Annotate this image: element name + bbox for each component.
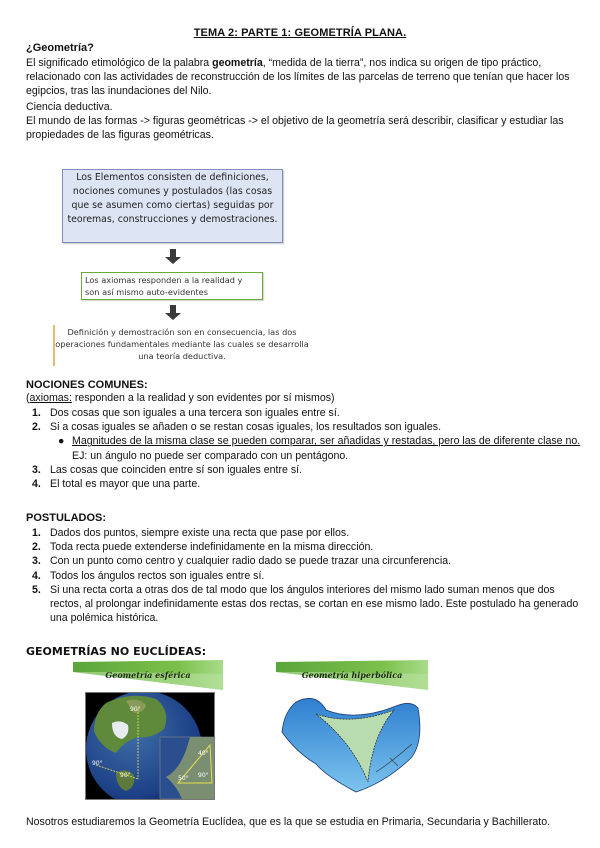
svg-text:40°: 40° (198, 750, 209, 757)
section-heading-postulados: POSTULADOS: (26, 512, 107, 524)
list-number: 1. (32, 407, 41, 419)
list-item (26, 406, 586, 420)
list-number: 4. (32, 569, 41, 582)
diagram-box-axioms: Los axiomas responden a la realidad y son así mismo auto-evidentes (81, 272, 263, 300)
postulados-list (26, 526, 586, 625)
closing-paragraph: Nosotros estudiaremos la Geometría Euclídea, que es la que se estudia en Primaria, Secundaria y Bachillerato. (26, 816, 551, 828)
list-item (26, 569, 586, 583)
underlined-term: axiomas: (29, 392, 72, 404)
svg-text:50°: 50° (178, 775, 189, 782)
text-run: , “medida de la tierra”, nos indica su origen de tipo práctico, relacionado con las actividades de reconstrucción de los límites de las parcelas de terreno que tenían que hacer los egipcios, tras las inundaciones del Nilo. (26, 57, 570, 98)
spherical-caption: Geometría esférica (105, 670, 191, 680)
diagram-box-definition: Definición y demostración son en consecuencia, las dos operaciones fundamentales mediante las cuales se desarrolla una teoría deductiva. (53, 325, 309, 366)
list-text: El total es mayor que una parte. (50, 478, 201, 491)
hyperbolic-caption: Geometría hiperbólica (301, 670, 403, 680)
list-text: Dos cosas que son iguales a una tercera son iguales entre sí. (50, 407, 340, 419)
list-number: 4. (32, 478, 41, 491)
list-number: 5. (32, 583, 41, 596)
section-heading-no-euclideas: GEOMETRÍAS NO EUCLÍDEAS: (26, 645, 207, 658)
diagram-box-elements: Los Elementos consisten de definiciones, nociones comunes y postulados (las cosas que se asumen como ciertas) seguidas por teoremas, construcciones y demostraciones. (62, 169, 283, 243)
text-run: El significado etimológico de la palabra (26, 57, 213, 69)
hyperbolic-geometry-image (276, 660, 428, 802)
list-item (26, 583, 586, 626)
list-text: Todos los ángulos rectos son iguales entre sí. (50, 569, 265, 582)
list-text: Las cosas que coinciden entre sí son iguales entre sí. (50, 463, 303, 476)
intro-paragraph-etymology (26, 56, 586, 99)
list-text: Con un punto como centro y cualquier radio dado se puede trazar una circunferencia. (50, 555, 452, 568)
list-item (26, 477, 586, 491)
intro-paragraph-forms: El mundo de las formas -> figuras geométricas -> el objetivo de la geometría será describir, clasificar y estudiar las propiedades de las figuras geométricas. (26, 115, 564, 142)
text-run: ( (26, 392, 30, 404)
page-title: TEMA 2: PARTE 1: GEOMETRÍA PLANA. (193, 27, 407, 39)
list-number: 2. (32, 541, 41, 554)
bold-term: geometría (212, 57, 263, 69)
list-number: 3. (32, 463, 41, 476)
list-item (26, 463, 586, 477)
bullet-icon: ● (58, 435, 65, 448)
list-text: EJ: un ángulo no puede ser comparado con un pentágono. (72, 449, 349, 462)
spherical-geometry-image (73, 660, 223, 802)
list-text: Si a cosas iguales se añaden o se restan cosas iguales, los resultados son iguales. (50, 421, 442, 434)
question-heading: ¿Geometría? (26, 42, 94, 54)
list-text: Dados dos puntos, siempre existe una recta que pase por ellos. (50, 527, 350, 539)
section-heading-nociones: NOCIONES COMUNES: (26, 379, 148, 391)
list-item (26, 554, 586, 568)
svg-text:90°: 90° (130, 706, 141, 713)
svg-text:90°: 90° (120, 772, 131, 779)
list-number: 3. (32, 555, 41, 568)
list-number: 1. (32, 527, 41, 539)
list-item (26, 526, 586, 540)
text-run: responden a la realidad y son evidentes por sí mismos) (71, 392, 335, 404)
list-text: Si una recta corta a otras dos de tal modo que los ángulos interiores del mismo lado suman menos que dos rectos, al prolongar indefinidamente estas dos rectas, se cortan en ese mismo lado. Este postulado ha generado una polémica histórica. (50, 583, 579, 625)
svg-text:90°: 90° (92, 760, 103, 767)
saddle-surface-picture (276, 692, 428, 802)
list-text: Toda recta puede extenderse indefinidamente en la misma dirección. (50, 541, 374, 554)
nociones-list (26, 406, 586, 491)
list-number: 2. (32, 421, 41, 434)
nociones-subtitle (26, 392, 335, 404)
list-item (26, 540, 586, 554)
underlined-text: Magnitudes de la misma clase se pueden comparar, ser añadidas y restadas, pero las de diferente clase no. (72, 435, 581, 448)
svg-text:90°: 90° (198, 772, 209, 779)
list-item (26, 420, 586, 434)
list-sub-bullet (26, 434, 586, 462)
intro-paragraph-deductive: Ciencia deductiva. (26, 101, 113, 113)
globe-picture (85, 692, 215, 800)
